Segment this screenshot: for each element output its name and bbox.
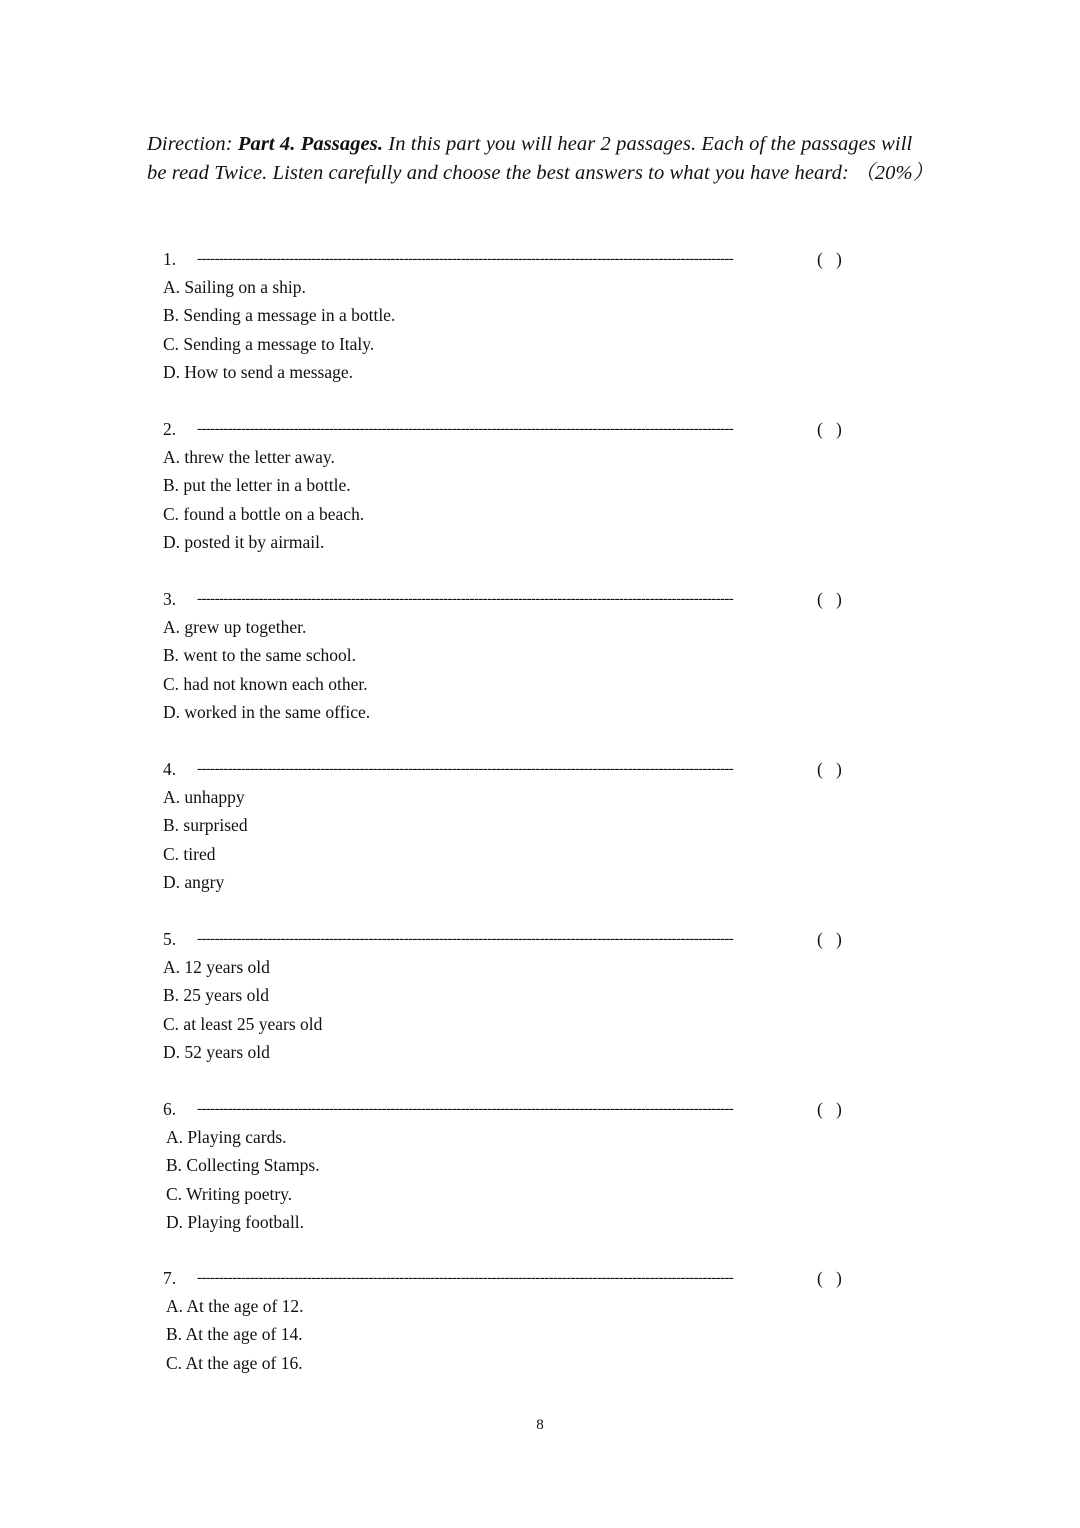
option-b: B. Sending a message in a bottle. [163, 305, 396, 326]
question-number: 7. [163, 1268, 177, 1288]
answer-bracket[interactable]: ( ) [817, 589, 842, 609]
option-d: D. How to send a message. [163, 361, 354, 382]
option-c: C. At the age of 16. [166, 1352, 303, 1373]
option-a: A. unhappy [163, 787, 245, 807]
option-b: B. went to the same school. [163, 645, 356, 666]
page-number: 8 [536, 1417, 544, 1433]
option-d: D. angry [163, 871, 225, 892]
question-1 [163, 245, 863, 386]
answer-bracket[interactable]: ( ) [817, 1268, 842, 1288]
option-b: B. surprised [163, 815, 248, 836]
question-line [163, 1264, 863, 1292]
question-2 [163, 415, 863, 556]
answer-dashes: -------------------------------------------------------------------------------------------------------------------------- [197, 421, 734, 437]
question-number: 1. [163, 249, 177, 269]
question-number: 6. [163, 1099, 177, 1119]
option-a: A. Playing cards. [166, 1127, 287, 1147]
option-a: A. Sailing on a ship. [163, 277, 306, 297]
answer-dashes: -------------------------------------------------------------------------------------------------------------------------- [197, 761, 734, 777]
answer-bracket[interactable]: ( ) [817, 759, 842, 779]
option-b: B. At the age of 14. [166, 1324, 303, 1345]
option-d: D. worked in the same office. [163, 701, 371, 722]
option-d: D. 52 years old [163, 1041, 270, 1062]
question-number: 3. [163, 589, 177, 609]
answer-dashes: -------------------------------------------------------------------------------------------------------------------------- [197, 251, 734, 267]
option-d: D. posted it by airmail. [163, 531, 325, 552]
question-number: 2. [163, 419, 177, 439]
option-d: D. Playing football. [166, 1211, 305, 1232]
option-b: B. put the letter in a bottle. [163, 475, 351, 496]
direction-text: In this part you will hear 2 passages. Each of the passages will be read Twice. Listen carefully and choose the best answers to what you have heard: （20%） [147, 133, 934, 184]
option-b: B. 25 years old [163, 985, 269, 1006]
option-c: C. had not known each other. [163, 673, 368, 694]
part-label: Part 4. Passages. [237, 133, 384, 155]
answer-dashes: -------------------------------------------------------------------------------------------------------------------------- [197, 1101, 734, 1117]
answer-dashes: -------------------------------------------------------------------------------------------------------------------------- [197, 591, 734, 607]
option-a: A. 12 years old [163, 957, 270, 977]
question-line [163, 585, 863, 613]
question-5 [163, 925, 863, 1066]
question-4 [163, 755, 863, 896]
answer-dashes: -------------------------------------------------------------------------------------------------------------------------- [197, 931, 734, 947]
option-c: C. tired [163, 843, 216, 864]
option-c: C. found a bottle on a beach. [163, 503, 365, 524]
option-b: B. Collecting Stamps. [166, 1155, 320, 1176]
question-number: 4. [163, 759, 177, 779]
question-7 [163, 1264, 863, 1377]
option-a: A. grew up together. [163, 617, 307, 637]
question-6 [163, 1095, 863, 1236]
option-c: C. Sending a message to Italy. [163, 333, 375, 354]
answer-bracket[interactable]: ( ) [817, 249, 842, 269]
option-c: C. at least 25 years old [163, 1013, 323, 1034]
question-line [163, 245, 863, 273]
question-line [163, 925, 863, 953]
option-a: A. At the age of 12. [166, 1296, 304, 1316]
answer-bracket[interactable]: ( ) [817, 1099, 842, 1119]
question-3 [163, 585, 863, 726]
question-line [163, 415, 863, 443]
answer-dashes: -------------------------------------------------------------------------------------------------------------------------- [197, 1270, 734, 1286]
question-line [163, 1095, 863, 1123]
direction-paragraph [147, 130, 934, 187]
question-number: 5. [163, 929, 177, 949]
answer-bracket[interactable]: ( ) [817, 419, 842, 439]
option-a: A. threw the letter away. [163, 447, 335, 467]
direction-prefix: Direction: [147, 133, 238, 155]
option-c: C. Writing poetry. [166, 1183, 293, 1204]
answer-bracket[interactable]: ( ) [817, 929, 842, 949]
question-line [163, 755, 863, 783]
